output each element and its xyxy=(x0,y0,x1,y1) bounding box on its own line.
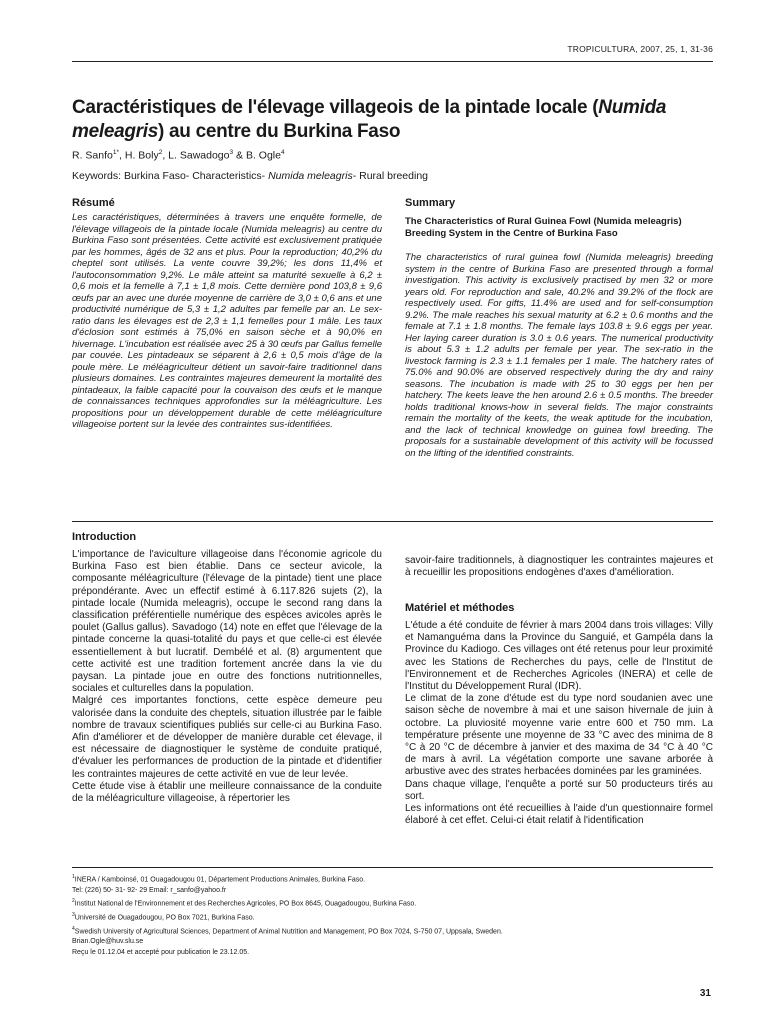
article-title xyxy=(72,96,722,144)
footnote-4 xyxy=(72,924,712,938)
footnote-1-text: INERA / Kamboinsé, 01 Ouagadougou 01, Département Productions Animales, Burkina Faso. xyxy=(74,876,366,884)
footnote-1-contact: Tel: (226) 50- 31- 92- 29 Email: r_sanfo@yahoo.fr xyxy=(72,886,227,894)
summary-subtitle: The Characteristics of Rural Guinea Fowl (Numida meleagris) Breeding System in the Centre of Burkina Faso xyxy=(405,216,682,239)
footnote-4-marker: 4 xyxy=(72,925,75,932)
title-species: Numida meleagris xyxy=(72,97,667,142)
summary-heading: Summary xyxy=(405,197,456,209)
title-part-1: Caractéristiques de l'élevage villageois de la pintade locale ( xyxy=(72,97,599,118)
author-1-affiliation: 1* xyxy=(112,149,120,156)
keywords-text-2: - Rural breeding xyxy=(352,170,428,182)
author-list: R. Sanfo$^{1*}$, H. Boly$^2$, L. Sawadogo$^3$ & B. Ogle$^4$ xyxy=(72,149,285,162)
introduction-paragraph-2: Malgré ces importantes fonctions, cette espèce demeure peu valorisée dans la conduite des cheptels, situation illustrée par le faible nombre de travaux scientifiques publiés sur celle-ci au Burkina Faso. Afin d'améliorer et de développer de manière durable cet élevage, il est nécessaire de diagnostiquer le système de conduite pratiqué, d'évaluer les performances de production de la pintade et d'identifier les contraintes majeures de cette activité en vue de leur levée. xyxy=(72,695,382,780)
journal-reference: TROPICULTURA, 2007, 25, 1, 31-36 xyxy=(567,44,713,54)
footnote-1 xyxy=(72,872,712,886)
methods-paragraph-1: L'étude a été conduite de février à mars 2004 dans trois villages: Villy et Namanguéma dans la Province du Sanguié, et Gampéla dans la Province du Kadiogo. Ces villages ont été retenus pour leur proximité avec les Stations de Recherches du pays, celle de l'Institut de l'Environnement et de Recherches Agricoles (INERA) et celle de l'Institut du Développement Rural (IDR). xyxy=(405,620,713,693)
author-4-affiliation: 4 xyxy=(280,149,285,156)
introduction-paragraph-3-continued: savoir-faire traditionnels, à diagnostiquer les contraintes majeures et à recueillir les propositions endogènes d'axes d'amélioration. xyxy=(405,555,713,579)
keywords-line xyxy=(72,170,428,182)
keywords-text-1: : Burkina Faso- Characteristics- xyxy=(118,170,269,182)
introduction-heading: Introduction xyxy=(72,531,137,543)
title-part-2: ) au centre du Burkina Faso xyxy=(158,121,401,142)
methods-paragraph-4: Les informations ont été recueillies à l'aide d'un questionnaire formel élaboré à cet effet. Celui-ci était relatif à l'identification xyxy=(405,803,713,827)
author-4: B. Ogle xyxy=(245,149,281,162)
footnote-3-text: Université de Ouagadougou, PO Box 7021, Burkina Faso. xyxy=(74,914,255,922)
introduction-continuation xyxy=(405,555,713,579)
introduction-paragraph-3: Cette étude vise à établir une meilleure connaissance de la conduite de la méléagriculture villageoise, à répertorier les xyxy=(72,780,382,805)
methods-body xyxy=(405,620,713,827)
footnote-4-email: Brian.Ogle@huv.slu.se xyxy=(72,938,144,946)
methods-paragraph-3: Dans chaque village, l'enquête a porté sur 50 producteurs tirés au sort. xyxy=(405,778,713,802)
footnote-4-text: Swedish University of Agricultural Sciences, Department of Animal Nutrition and Management, PO Box 7024, S-750 07, Uppsala, Sweden. xyxy=(74,927,503,935)
received-date: Reçu le 01.12.04 et accepté pour publication le 23.12.05. xyxy=(72,948,250,956)
resume-text: Les caractéristiques, déterminées à travers une enquête formelle, de l'élevage villageois de la pintade locale (Numida meleagris) au centre du Burkina Faso sont présentées. Cette activité est exclusivement pratiquée par les hommes, âgés de 32 ans et plus. Pour la reproduction; 40,2% du cheptel sont utilisés. La vente couvre 39,2%; les dons 11,4% et l'autoconsommation 9,2%. Le mâle atteint sa maturité sexuelle à 6,2 ± 0,6 mois et la femelle à 7,1 ± 1,8 mois. Cette dernière pond 103,8 ± 9,6 œufs par an avec une durée moyenne de carrière de 3,0 ± 0,6 ans et une productivité numérique de 5,3 ± 1,2 adultes par femelle par an. Le sex-ratio dans les élevages est de 2,3 ± 1,1 femelles pour 1 mâle. Les taux d'éclosion sont estimés à 75,0% en saison sèche et à 90,0% en hivernage. L'incubation est réalisée avec 25 à 30 œufs par Gallus femelle par couvée. Les pintadeaux se séparent à 2,6 ± 0,5 mois d'âge de la poule mère. Le méléagriculteur détient un savoir-faire traditionnel dans plusieurs domaines. Les contraintes majeures demeurent la mortalité des pintadeaux, la faible capacité pour la couvaison des œufs et le manque de connaissances techniques approfondies sur la méléagriculture. Les propositions pour un développement durable de cette méléagriculture villageoise portent sur la levée des contraintes sus-identifiées. xyxy=(72,212,382,430)
methods-heading: Matériel et méthodes xyxy=(405,602,515,614)
footnote-1-marker: 1 xyxy=(72,874,75,880)
header-bar xyxy=(72,39,713,62)
author-2: H. Boly xyxy=(124,149,159,162)
footnote-2-text: Institut National de l'Environnement et des Recherches Agricoles, PO Box 8645, Ouagadougou, Burkina Faso. xyxy=(74,900,417,908)
methods-paragraph-2: Le climat de la zone d'étude est du type nord soudanien avec une saison sèche de novembre à mai et une saison hivernale de juin à octobre. La pluviosité moyenne varie entre 600 et 750 mm. La température présente une moyenne de 33 °C avec des minima de 8 °C à 20 °C de décembre à janvier et des maxima de 34 °C à 40 °C de mars à avril. La végétation comporte une savane arborée à arbustive avec des strates herbacées dominées par les graminées. xyxy=(405,693,713,778)
footnote-divider xyxy=(72,867,713,868)
page-number: 31 xyxy=(699,988,711,999)
introduction-paragraph-1: L'importance de l'aviculture villageoise dans l'économie agricole du Burkina Faso est bien établie. Dans ce secteur avicole, la composante méléagriculture (l'élevage de la pintade) tient une place prépondérante. Avec un effectif estimé à 6.117.826 sujets (2), la pintade locale (Numida meleagris), occupe le second rang dans la classification préférentielle numérique des espèces avicoles après le poulet (Gallus gallus). Savadogo (14) note en effet que l'élevage de la pintade concerne la quasi-totalité du pays et que celle-ci est élevée essentiellement à but lucratif. Dembélé et al. (8) argumentent que cette activité est une tradition fortement ancrée dans la vie du paysan. La pintade joue en outre des fonctions nutritionnelles, sociales et culturelles dans la population. xyxy=(72,549,382,695)
footnote-3 xyxy=(72,910,712,924)
author-2-affiliation: 2 xyxy=(158,149,163,156)
author-3: L. Sawadogo xyxy=(168,149,230,162)
author-3-affiliation: 3 xyxy=(229,149,234,156)
footnote-3-marker: 3 xyxy=(72,911,75,918)
footnote-2 xyxy=(72,896,712,910)
keywords-species: Numida meleagris xyxy=(268,170,353,182)
footnote-2-marker: 2 xyxy=(72,898,75,905)
introduction-body xyxy=(72,549,382,805)
resume-heading: Résumé xyxy=(72,197,115,209)
section-divider xyxy=(72,521,713,522)
author-1: R. Sanfo xyxy=(72,149,113,162)
footnotes xyxy=(72,872,712,958)
summary-text: The characteristics of rural guinea fowl (Numida meleagris) breeding system in the centre of Burkina Faso are presented through a formal investigation. This activity is exclusively practised by men 32 or more years old. For reproduction and sale, 40.2% and 39.2% of the flock are respectively used. For gifts, 11.4% are used and for self-consumption 9.2%. The male reaches his sexual maturity at 6.2 ± 0.6 months and the female at 7.1 ± 1.8 months. The female lays 103.8 ± 9.6 eggs per year. Her laying career duration is 3.0 ± 0.6 years. The numerical productivity is about 5.3 ± 1.2 adults per female per year. The sex-ratio in the livestock farming is 2.3 ± 1.1 females per 1 male. The hatchery rates of 75.0% and 90.0% are observed respectively during the dry and rainy seasons. The incubation is made with 25 to 30 eggs per hen per hatchery. The keets leave the hen around 2.6 ± 0.5 months. The breeder holds traditional knows-how in several fields. The major constraints remain the mortality of the keets, the weak aptitude for the incubation, and the lack of technical knowledge on guinea fowl breeding. The proposals for a sustainable development of this activity will be focussed on the lifting of the identified constraints. xyxy=(405,252,713,459)
keywords-label: Keywords xyxy=(72,170,119,182)
